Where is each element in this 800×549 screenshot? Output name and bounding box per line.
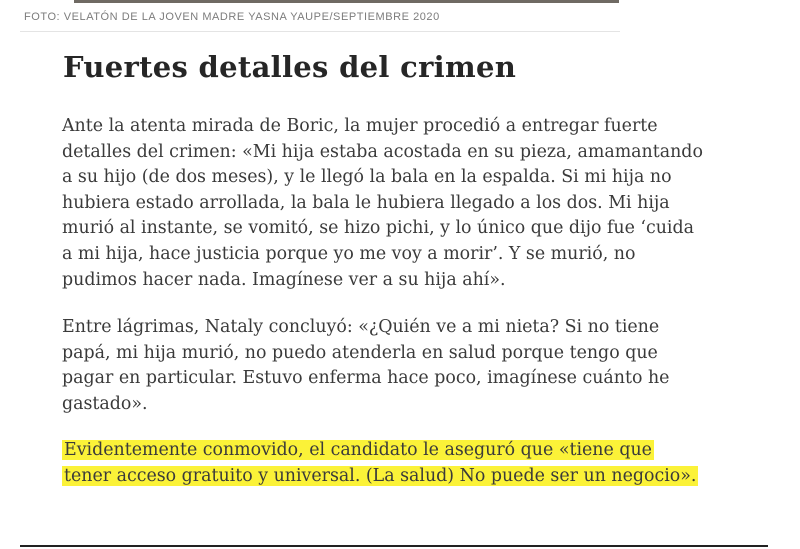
paragraph-line: papá, mi hija murió, no puedo atenderla en salud porque tengo que: [62, 342, 658, 363]
paragraph-line: Ante la atenta mirada de Boric, la mujer procedió a entregar fuerte: [62, 116, 658, 136]
article-paragraph: [62, 315, 752, 417]
highlighted-line: Evidentemente conmovido, el candidato le aseguró que «tiene que: [64, 440, 652, 460]
paragraph-line: Entre lágrimas, Nataly concluyó: «¿Quién ve a mi nieta? Si no tiene: [62, 317, 660, 337]
paragraph-line: hubiera estado arrollada, la bala le hubiera llegado a los dos. Mi hija: [62, 192, 670, 213]
paragraph-line: pagar en particular. Estuvo enferma hace poco, imagínese cuánto he: [62, 368, 670, 389]
article-paragraph: [62, 114, 752, 293]
paragraph-line: a mi hija, hace justicia porque yo me voy a morir’. Y se murió, no: [62, 243, 636, 264]
section-heading: Fuertes detalles del crimen: [63, 50, 517, 84]
paragraph-line: detalles del crimen: «Mi hija estaba acostada en su pieza, amamantando: [62, 141, 703, 162]
paragraph-line: pudimos hacer nada. Imagínese ver a su hija ahí».: [62, 269, 506, 290]
paragraph-line: gastado».: [62, 393, 148, 414]
paragraph-line: a su hijo (de dos meses), y le llegó la bala en la espalda. Si mi hija no: [62, 167, 672, 188]
photo-caption: FOTO: VELATÓN DE LA JOVEN MADRE YASNA YAUPE/SEPTIEMBRE 2020: [24, 11, 440, 23]
bottom-divider: [20, 545, 768, 547]
highlighted-line: tener acceso gratuito y universal. (La salud) No puede ser un negocio».: [64, 465, 697, 486]
caption-divider: [20, 31, 620, 32]
highlighted-paragraph: [62, 438, 752, 489]
paragraph-line: murió al instante, se vomitó, se hizo pichi, y lo único que dijo fue ‘cuida: [62, 218, 694, 239]
article-photo-bottom-edge: [74, 0, 619, 3]
